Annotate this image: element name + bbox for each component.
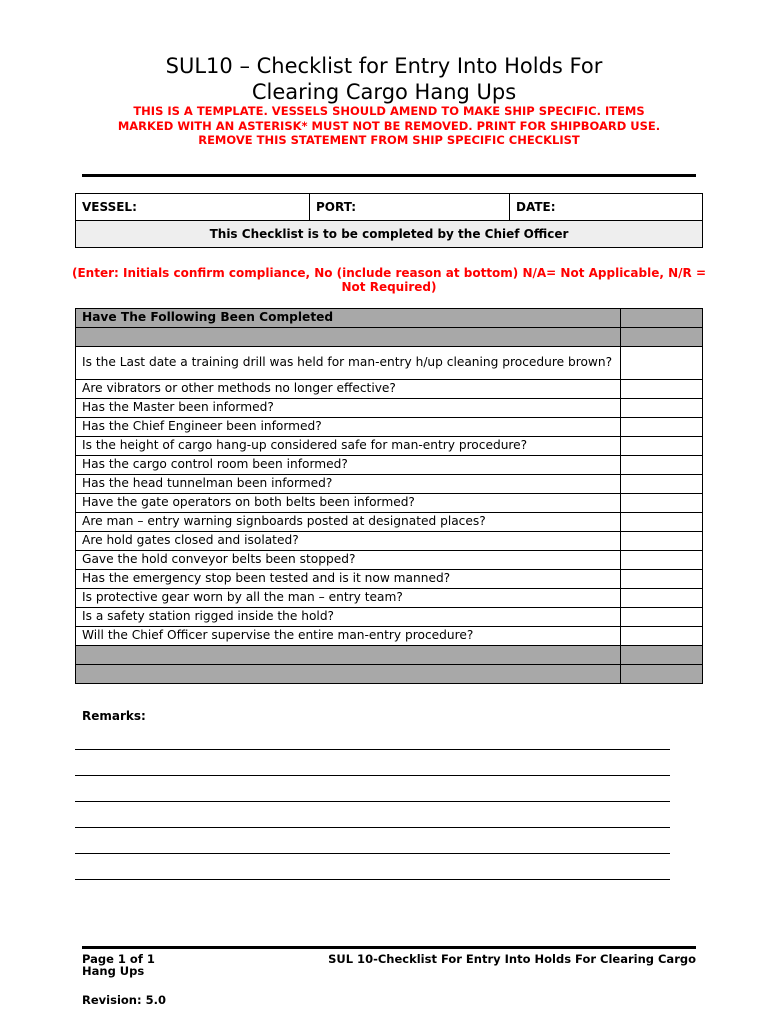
- date-label: DATE:: [510, 194, 703, 221]
- template-warning-line-2: MARKED WITH AN ASTERISK* MUST NOT BE REMOVED. PRINT FOR SHIPBOARD USE.: [117, 118, 661, 133]
- port-label: PORT:: [310, 194, 510, 221]
- table-row: [76, 513, 703, 532]
- remark-line[interactable]: [75, 827, 670, 828]
- table-row: [76, 437, 703, 456]
- checklist-question: Has the emergency stop been tested and is it now manned?: [76, 570, 621, 589]
- completion-note-row: [76, 221, 703, 248]
- table-row: [76, 418, 703, 437]
- table-row: [76, 608, 703, 627]
- checklist-header-row: [76, 309, 703, 328]
- response-cell[interactable]: [621, 608, 703, 627]
- response-cell[interactable]: [621, 399, 703, 418]
- checklist-question: Are vibrators or other methods no longer effective?: [76, 380, 621, 399]
- checklist-question: Has the Master been informed?: [76, 399, 621, 418]
- completion-note: This Checklist is to be completed by the Chief Officer: [76, 221, 703, 248]
- template-warning: [70, 104, 708, 148]
- footer-divider: [82, 946, 696, 949]
- checklist-header: Have The Following Been Completed: [76, 309, 621, 328]
- instruction-line-1: (Enter: Initials confirm compliance, No (include reason at bottom) N/A= Not Applicable, N/R =: [72, 266, 706, 280]
- page-number: Page 1 of 1: [82, 952, 155, 966]
- checklist-grey-row: [76, 665, 703, 684]
- table-row: [76, 570, 703, 589]
- table-row: [76, 532, 703, 551]
- response-cell[interactable]: [621, 475, 703, 494]
- response-cell[interactable]: [621, 309, 703, 328]
- checklist-question: Is protective gear worn by all the man – entry team?: [76, 589, 621, 608]
- table-row: [76, 347, 703, 380]
- document-title: [0, 53, 768, 105]
- checklist-question: Are man – entry warning signboards posted at designated places?: [76, 513, 621, 532]
- remark-line[interactable]: [75, 853, 670, 854]
- table-row: [76, 494, 703, 513]
- checklist-grey-row: [76, 646, 703, 665]
- footer-doc-title-wrap: Hang Ups: [82, 964, 145, 978]
- table-row: [76, 399, 703, 418]
- response-cell[interactable]: [621, 456, 703, 475]
- remark-line[interactable]: [75, 749, 670, 750]
- response-cell[interactable]: [621, 589, 703, 608]
- checklist-question: Have the gate operators on both belts been informed?: [76, 494, 621, 513]
- remark-line[interactable]: [75, 879, 670, 880]
- response-cell[interactable]: [621, 551, 703, 570]
- instruction-text: [70, 267, 708, 294]
- checklist-question: Is the Last date a training drill was held for man-entry h/up cleaning procedure brown?: [76, 347, 621, 380]
- response-cell[interactable]: [621, 513, 703, 532]
- table-row: [76, 627, 703, 646]
- response-cell[interactable]: [621, 347, 703, 380]
- response-cell[interactable]: [621, 437, 703, 456]
- checklist-table: [75, 308, 703, 684]
- response-cell[interactable]: [621, 380, 703, 399]
- checklist-question: Are hold gates closed and isolated?: [76, 532, 621, 551]
- title-line-2: Clearing Cargo Hang Ups: [251, 80, 517, 104]
- response-cell[interactable]: [621, 418, 703, 437]
- remark-line[interactable]: [75, 801, 670, 802]
- response-cell[interactable]: [621, 627, 703, 646]
- vessel-info-table: [75, 193, 703, 248]
- table-row: [76, 456, 703, 475]
- checklist-question: Is a safety station rigged inside the hold?: [76, 608, 621, 627]
- header-divider: [82, 174, 696, 177]
- response-cell[interactable]: [621, 570, 703, 589]
- template-warning-line-3: REMOVE THIS STATEMENT FROM SHIP SPECIFIC CHECKLIST: [198, 133, 580, 147]
- checklist-question: Has the cargo control room been informed?: [76, 456, 621, 475]
- checklist-question: Has the Chief Engineer been informed?: [76, 418, 621, 437]
- remarks-label: Remarks:: [82, 709, 146, 723]
- revision-label: Revision: 5.0: [82, 993, 166, 1007]
- title-line-1: SUL10 – Checklist for Entry Into Holds For: [165, 54, 603, 78]
- table-row: [76, 380, 703, 399]
- checklist-question: Has the head tunnelman been informed?: [76, 475, 621, 494]
- checklist-question: Will the Chief Officer supervise the entire man-entry procedure?: [76, 627, 621, 646]
- table-row: [76, 475, 703, 494]
- table-row: [76, 551, 703, 570]
- checklist-question: Is the height of cargo hang-up considered safe for man-entry procedure?: [76, 437, 621, 456]
- footer-doc-title: SUL 10-Checklist For Entry Into Holds For Clearing Cargo: [328, 952, 696, 966]
- checklist-question: Gave the hold conveyor belts been stopped?: [76, 551, 621, 570]
- template-warning-line-1: THIS IS A TEMPLATE. VESSELS SHOULD AMEND TO MAKE SHIP SPECIFIC. ITEMS: [133, 104, 645, 118]
- vessel-info-row: [76, 194, 703, 221]
- instruction-line-2: Not Required): [341, 279, 437, 294]
- response-cell[interactable]: [621, 532, 703, 551]
- checklist-grey-row: [76, 328, 703, 347]
- response-cell[interactable]: [621, 494, 703, 513]
- remark-line[interactable]: [75, 775, 670, 776]
- table-row: [76, 589, 703, 608]
- vessel-label: VESSEL:: [76, 194, 310, 221]
